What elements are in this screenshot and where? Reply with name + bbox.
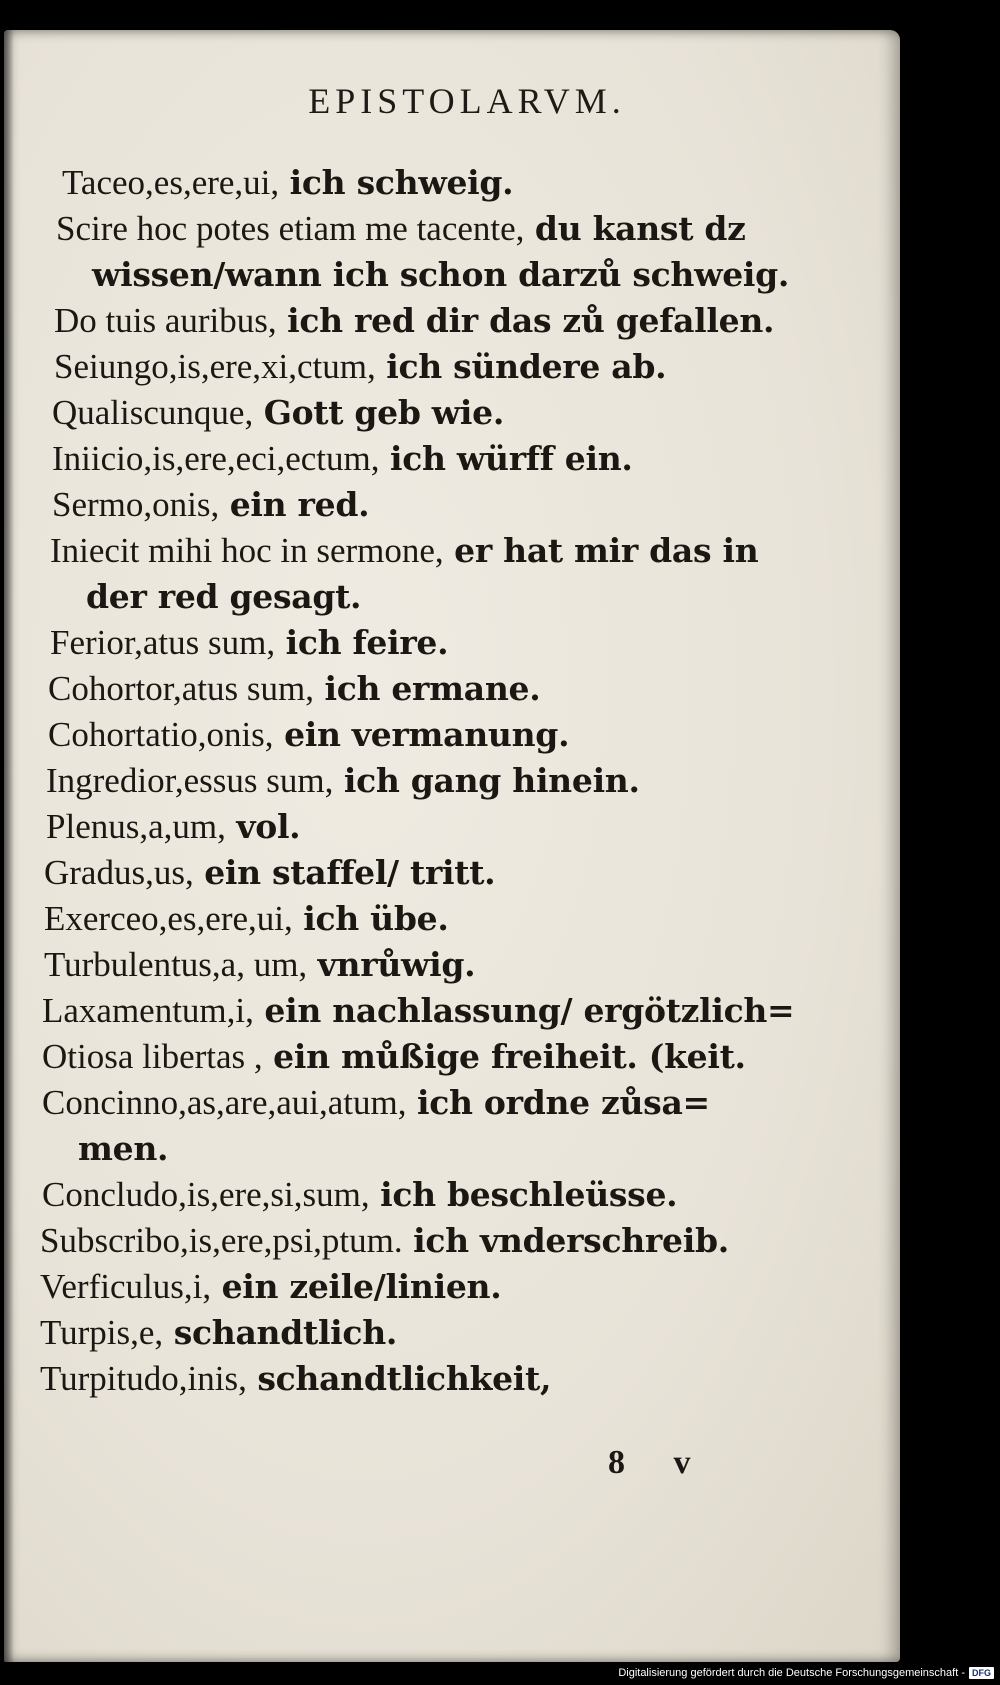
glossary-line	[50, 528, 758, 574]
german-gloss: Gott geb wie.	[263, 393, 505, 432]
glossary-line	[54, 344, 666, 390]
latin-term: Iniecit mihi hoc in sermone,	[50, 531, 444, 570]
german-gloss: schandtlich.	[173, 1313, 398, 1352]
latin-term: Do tuis auribus,	[54, 301, 277, 340]
german-gloss: ich ermane.	[324, 669, 541, 708]
latin-term: Exerceo,es,ere,ui,	[44, 899, 293, 938]
dfg-logo: DFG	[969, 1667, 994, 1679]
latin-term: Plenus,a,um,	[46, 807, 226, 846]
german-gloss: ich vnderschreib.	[413, 1221, 729, 1260]
glossary-line	[78, 1126, 168, 1172]
latin-term: Sermo,onis,	[52, 485, 220, 524]
german-gloss: ich ordne zůsa=	[416, 1083, 710, 1122]
glossary-line	[46, 804, 300, 850]
latin-term: Concludo,is,ere,si,sum,	[42, 1175, 370, 1214]
glossary-line	[52, 390, 504, 436]
german-gloss: ich übe.	[303, 899, 449, 938]
latin-term: Scire hoc potes etiam me tacente,	[56, 209, 525, 248]
latin-term: Laxamentum,i,	[42, 991, 254, 1030]
german-gloss: ein můßige freiheit. (keit.	[273, 1037, 746, 1076]
glossary-line	[48, 712, 569, 758]
glossary-line	[42, 1034, 746, 1080]
glossary-line	[42, 988, 794, 1034]
latin-term: Turpitudo,inis,	[40, 1359, 247, 1398]
german-gloss: du kanst dz	[534, 209, 746, 248]
glossary-line	[56, 206, 746, 252]
latin-term: Otiosa libertas ,	[42, 1037, 263, 1076]
glossary-line	[46, 758, 640, 804]
footer-credit	[618, 1667, 994, 1679]
glossary-line	[40, 1356, 551, 1402]
glossary-line	[40, 1264, 501, 1310]
latin-term: Taceo,es,ere,ui,	[62, 163, 280, 202]
glossary-line	[44, 942, 475, 988]
glossary-line	[92, 252, 789, 298]
latin-term: Gradus,us,	[44, 853, 194, 892]
german-gloss: ich feire.	[285, 623, 449, 662]
glossary-line	[52, 436, 633, 482]
glossary-line	[52, 482, 369, 528]
german-gloss: ein nachlassung/ ergötzlich=	[264, 991, 795, 1030]
german-gloss: ich würff ein.	[390, 439, 633, 478]
glossary-line	[62, 160, 513, 206]
german-gloss: ich beschleüsse.	[380, 1175, 678, 1214]
glossary-line	[44, 896, 449, 942]
latin-term: Turbulentus,a, um,	[44, 945, 308, 984]
glossary-line	[42, 1080, 710, 1126]
latin-term: Turpis,e,	[40, 1313, 164, 1352]
german-gloss: ich sündere ab.	[386, 347, 667, 386]
german-gloss: wissen/wann ich schon darzů schweig.	[92, 255, 790, 294]
book-page	[4, 30, 900, 1662]
latin-term: Cohortatio,onis,	[48, 715, 274, 754]
latin-term: Verficulus,i,	[40, 1267, 212, 1306]
german-gloss: der red gesagt.	[86, 577, 362, 616]
glossary-line	[86, 574, 361, 620]
glossary-line	[54, 298, 774, 344]
german-gloss: ich gang hinein.	[343, 761, 640, 800]
glossary-line	[42, 1172, 677, 1218]
german-gloss: vol.	[236, 807, 301, 846]
german-gloss: er hat mir das in	[454, 531, 759, 570]
german-gloss: schandtlichkeit,	[257, 1359, 552, 1398]
german-gloss: vnrůwig.	[317, 945, 476, 984]
running-header: EPISTOLARVM.	[308, 81, 626, 121]
glossary-line	[50, 620, 448, 666]
german-gloss: ich schweig.	[289, 163, 514, 202]
latin-term: Concinno,as,are,aui,atum,	[42, 1083, 407, 1122]
latin-term: Iniicio,is,ere,eci,ectum,	[52, 439, 380, 478]
glossary-lines	[4, 30, 900, 1662]
latin-term: Qualiscunque,	[52, 393, 254, 432]
german-gloss: ein red.	[229, 485, 370, 524]
german-gloss: ein zeile/linien.	[221, 1267, 502, 1306]
glossary-line	[40, 1310, 397, 1356]
german-gloss: ich red dir das zů gefallen.	[287, 301, 775, 340]
footer-credit-text: Digitalisierung gefördert durch die Deutsche Forschungsgemeinschaft -	[618, 1667, 965, 1679]
german-gloss: ein vermanung.	[284, 715, 570, 754]
glossary-line	[40, 1218, 729, 1264]
latin-term: Ferior,atus sum,	[50, 623, 276, 662]
latin-term: Subscribo,is,ere,psi,ptum.	[40, 1221, 403, 1260]
signature-mark: 8 v	[608, 1444, 711, 1481]
latin-term: Seiungo,is,ere,xi,ctum,	[54, 347, 376, 386]
german-gloss: ein staffel/ tritt.	[204, 853, 496, 892]
german-gloss: men.	[78, 1129, 169, 1168]
latin-term: Cohortor,atus sum,	[48, 669, 314, 708]
latin-term: Ingredior,essus sum,	[46, 761, 334, 800]
glossary-line	[48, 666, 540, 712]
glossary-line	[44, 850, 495, 896]
